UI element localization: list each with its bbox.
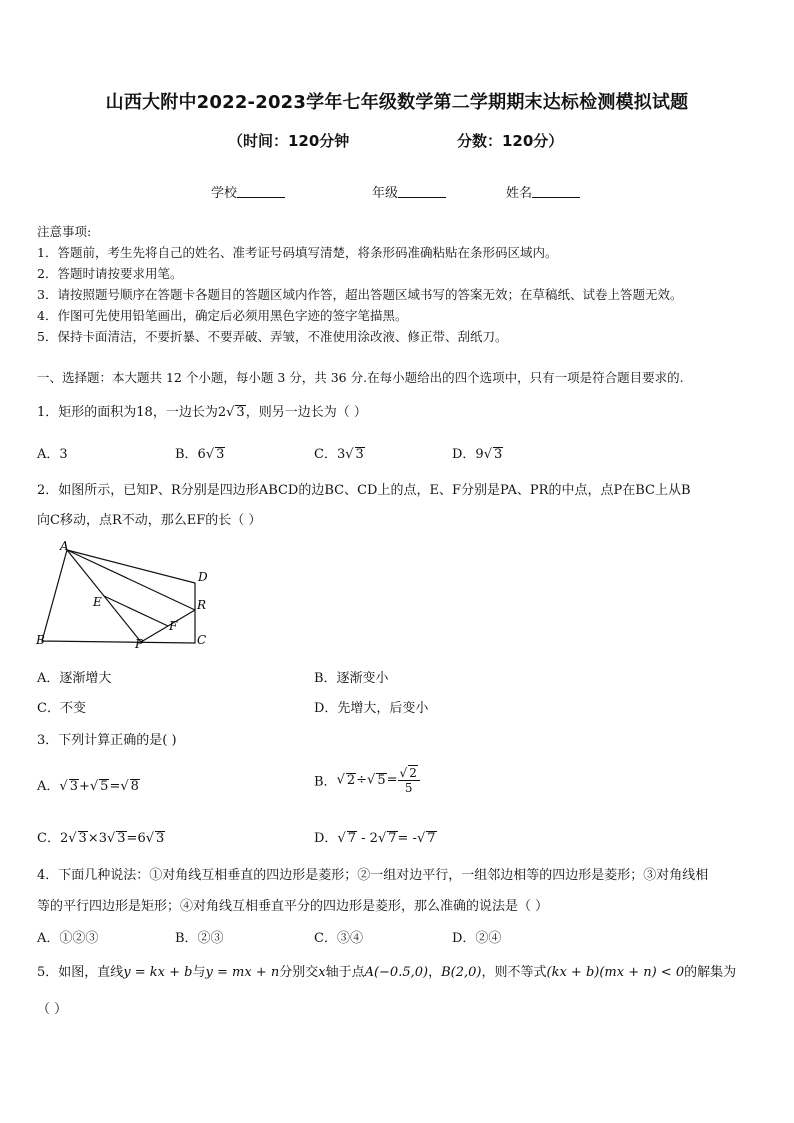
q3-b-fraction xyxy=(398,765,420,795)
q5-inequality: (kx + b)(mx + n) < 0 xyxy=(546,965,685,980)
radical-sign: √ xyxy=(483,447,492,462)
exam-score: 分数：120分） xyxy=(457,132,564,150)
q1-option-a[interactable]: A．3 xyxy=(37,447,68,462)
label-c: C xyxy=(197,633,207,647)
q3-a-radicand-1: 3 xyxy=(69,779,78,794)
segment-ef xyxy=(104,596,168,626)
radical-sign: √ xyxy=(59,779,68,794)
label-b: B xyxy=(36,633,45,647)
q3-b-denominator: 5 xyxy=(404,781,413,795)
name-blank[interactable] xyxy=(532,185,580,198)
q1-b-radicand: 3 xyxy=(216,447,225,462)
section-heading: 一、选择题：本大题共 12 个小题，每小题 3 分，共 36 分.在每小题给出的四个选项中，只有一项是符合题目要求的. xyxy=(37,370,684,385)
q1-text-f: ，则另一边长为（ ） xyxy=(245,405,367,420)
school-blank[interactable] xyxy=(237,185,285,198)
radical-sign: √ xyxy=(145,831,155,846)
q3-b-radicand-1: 2 xyxy=(346,772,356,788)
label-e: E xyxy=(93,595,102,609)
q3-c-radicand-2: 3 xyxy=(117,831,126,846)
radical-sign: √ xyxy=(337,831,346,846)
radical-sign: √ xyxy=(367,772,376,788)
q3-d-equals: = - xyxy=(397,831,417,846)
q1-c-coef: C．3 xyxy=(314,447,346,462)
question-4-line-2: 等的平行四边形是矩形；④对角线互相垂直平分的四边形是菱形，那么准确的说法是（ ） xyxy=(37,899,549,914)
q3-a-radicand-2: 5 xyxy=(100,779,109,794)
question-2-line-1: 2．如图所示，已知P、R分别是四边形ABCD的边BC、CD上的点，E、F分别是PA、PR的中点，点P在BC上从B xyxy=(37,483,691,498)
q2-option-c[interactable]: C．不变 xyxy=(37,701,86,716)
q3-option-a[interactable] xyxy=(37,775,140,794)
q3-b-divide: ÷ xyxy=(356,772,368,788)
notes-heading: 注意事项: xyxy=(37,224,92,239)
q5-point-b: B(2,0) xyxy=(441,965,482,980)
q3-a-plus: + xyxy=(78,779,90,794)
q5-text-f: 的解集为 xyxy=(684,965,737,980)
q3-d-prefix: D． xyxy=(314,831,338,846)
label-r: R xyxy=(197,598,207,612)
q3-d-radicand-3: 7 xyxy=(427,831,436,846)
q2-option-d[interactable]: D．先增大，后变小 xyxy=(314,701,429,716)
q1-radicand: 3 xyxy=(236,405,245,420)
q1-text-a: 1．矩形的面积为 xyxy=(37,405,137,420)
page-title: 山西大附中2022-2023学年七年级数学第二学期期末达标检测模拟试题 xyxy=(105,92,689,113)
q3-option-b[interactable] xyxy=(314,765,420,795)
label-d: D xyxy=(198,570,208,584)
q5-text-b: 与 xyxy=(192,965,206,980)
q5-text-d: 轴于点 xyxy=(325,965,365,980)
q4-option-c[interactable]: C．③④ xyxy=(314,931,363,946)
q3-b-numerator: 2 xyxy=(409,766,417,780)
q3-a-equals: = xyxy=(109,779,121,794)
q1-option-d[interactable] xyxy=(452,443,503,462)
label-f: F xyxy=(169,619,178,633)
radical-sign: √ xyxy=(345,447,354,462)
notes-item-2: 2．答题时请按要求用笔。 xyxy=(37,266,183,281)
notes-item-4: 4．作图可先使用铅笔画出，确定后必须用黑色字迹的签字笔描黑。 xyxy=(37,308,408,323)
q3-c-times: ×3 xyxy=(87,831,107,846)
question-1-stem xyxy=(37,401,367,420)
label-p: P xyxy=(135,637,144,651)
notes-item-3: 3．请按照题号顺序在答题卡各题目的答题区域内作答，超出答题区域书写的答案无效；在草稿纸、试卷上答题无效。 xyxy=(37,287,683,302)
q3-d-radicand-1: 7 xyxy=(347,831,357,846)
question-3-stem: 3．下列计算正确的是( ) xyxy=(37,733,177,748)
q5-separator: ， xyxy=(428,965,442,980)
q5-text-a: 5．如图，直线 xyxy=(37,965,124,980)
q4-option-a[interactable]: A．①②③ xyxy=(37,931,99,946)
radical-sign: √ xyxy=(377,831,387,846)
q3-c-radicand-3: 3 xyxy=(156,831,165,846)
school-label: 学校 xyxy=(211,186,238,201)
grade-label: 年级 xyxy=(372,186,399,201)
q3-d-minus: - 2 xyxy=(357,831,378,846)
q2-option-b[interactable]: B．逐渐变小 xyxy=(314,671,389,686)
q1-d-coef: D．9 xyxy=(452,447,484,462)
q1-option-c[interactable] xyxy=(314,443,365,462)
question-4-line-1: 4．下面几种说法：①对角线互相垂直的四边形是菱形；②一组对边平行，一组邻边相等的四边形是菱形；③对角线相 xyxy=(37,868,709,883)
question-5-line-2: （ ） xyxy=(37,1002,68,1017)
q5-line-kx-b: y = kx + b xyxy=(123,965,193,980)
q1-d-radicand: 3 xyxy=(494,447,503,462)
q5-line-mx-n: y = mx + n xyxy=(205,965,280,980)
notes-item-1: 1．答题前，考生先将自己的姓名、准考证号码填写清楚，将条形码准确粘贴在条形码区域内。 xyxy=(37,245,558,260)
question-2-line-2: 向C移动，点R不动，那么EF的长（ ） xyxy=(37,513,262,528)
quadrilateral-figure xyxy=(34,538,224,653)
name-label: 姓名 xyxy=(506,186,533,201)
label-a: A xyxy=(60,539,69,553)
grade-field xyxy=(372,182,446,201)
grade-blank[interactable] xyxy=(398,185,446,198)
q3-option-d[interactable] xyxy=(314,827,437,846)
q1-area: 18 xyxy=(136,405,153,420)
radical-sign: √ xyxy=(89,779,99,794)
q5-text-e: ，则不等式 xyxy=(481,965,547,980)
radical-sign: √ xyxy=(205,447,215,462)
radical-sign: √ xyxy=(416,831,426,846)
radical-sign: √ xyxy=(120,779,129,794)
q1-b-coef: B．6 xyxy=(175,447,206,462)
name-field xyxy=(506,182,580,201)
school-field xyxy=(211,182,285,201)
q3-d-radicand-2: 7 xyxy=(388,831,397,846)
q5-point-a: A(−0.5,0) xyxy=(364,965,429,980)
radical-sign: √ xyxy=(399,766,408,780)
radical-sign: √ xyxy=(68,831,77,846)
q1-option-b[interactable] xyxy=(175,443,225,462)
q4-option-d[interactable]: D．②④ xyxy=(452,931,502,946)
q1-c-radicand: 3 xyxy=(355,447,364,462)
q2-option-a[interactable]: A．逐渐增大 xyxy=(37,671,112,686)
radical-sign: √ xyxy=(106,831,116,846)
q4-option-b[interactable]: B．②③ xyxy=(175,931,224,946)
q3-c-equals: =6 xyxy=(126,831,146,846)
radical-sign: √ xyxy=(336,772,345,788)
q3-a-radicand-3: 8 xyxy=(130,779,139,794)
q3-b-radicand-2: 5 xyxy=(377,772,386,788)
q3-option-c[interactable] xyxy=(37,827,165,846)
q1-coef: 2 xyxy=(217,405,227,420)
exam-time: （时间：120分钟 xyxy=(228,132,350,150)
q1-text-c: ，一边长为 xyxy=(152,405,218,420)
q5-x-axis: x xyxy=(318,965,326,980)
q5-text-c: 分别交 xyxy=(279,965,319,980)
segment-ar xyxy=(67,550,195,610)
q3-b-equals: = xyxy=(386,772,398,788)
question-5-line-1 xyxy=(37,961,736,980)
notes-item-5: 5．保持卡面清洁，不要折暴、不要弄破、弄皱，不准使用涂改液、修正带、刮纸刀。 xyxy=(37,329,508,344)
q3-b-prefix: B． xyxy=(314,774,337,790)
q3-a-prefix: A． xyxy=(37,779,60,794)
q3-c-radicand-1: 3 xyxy=(78,831,87,846)
radical-sign: √ xyxy=(226,405,235,420)
q3-c-prefix: C．2 xyxy=(37,831,69,846)
